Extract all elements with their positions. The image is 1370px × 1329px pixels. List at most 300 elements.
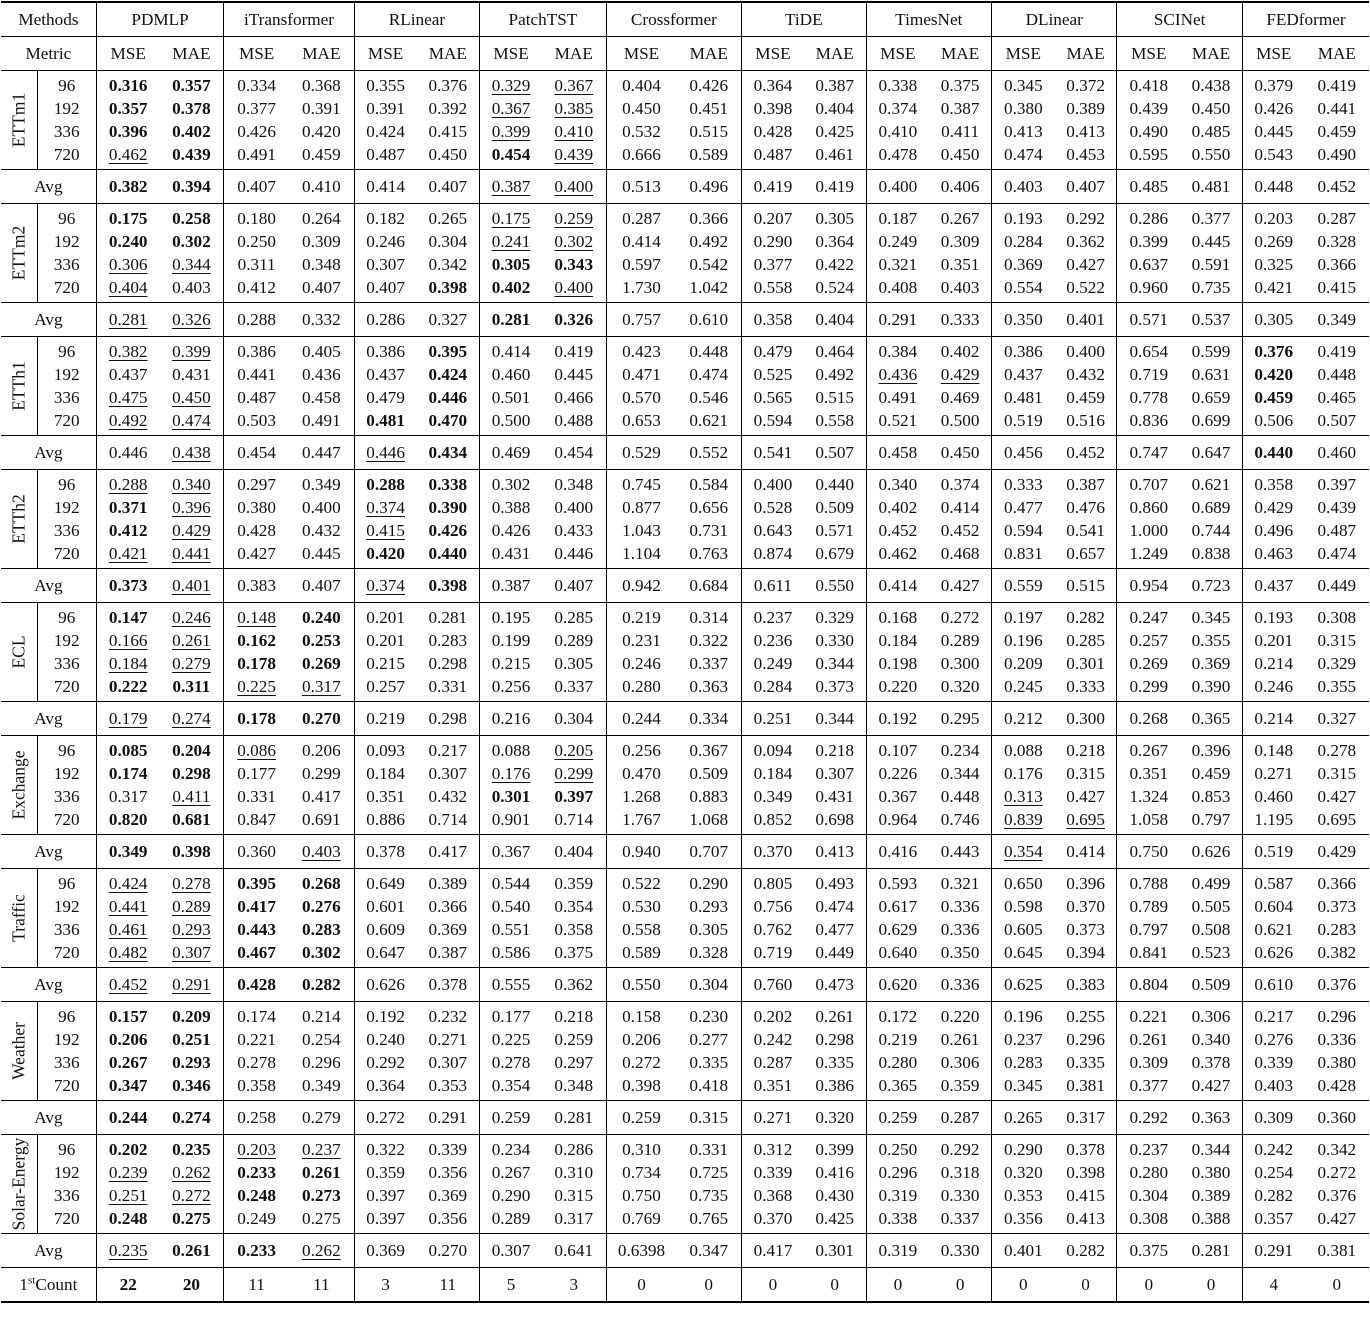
value-text: 0.202	[753, 1006, 793, 1026]
value-text: 1.043	[622, 520, 661, 540]
value-text: 0.399	[815, 1139, 854, 1159]
value-text: 0.707	[1129, 474, 1169, 494]
value-text: 0.617	[878, 896, 918, 916]
value-cell	[742, 204, 804, 231]
value-cell	[676, 170, 741, 204]
value-text: 0.256	[491, 676, 531, 696]
horizon-label: 720	[37, 941, 96, 968]
value-text: 0.650	[1004, 873, 1043, 893]
value-cell	[676, 941, 741, 968]
value-text: 0.305	[1254, 309, 1294, 329]
value-cell	[354, 470, 416, 497]
value-cell	[416, 303, 479, 337]
value-cell	[1180, 702, 1242, 736]
value-text: 0.369	[1191, 653, 1231, 673]
value-text: 0.291	[1254, 1240, 1294, 1260]
value-text: 0.184	[108, 653, 148, 673]
value-cell	[480, 1161, 542, 1184]
value-cell	[289, 835, 354, 869]
value-cell	[289, 120, 354, 143]
value-cell	[224, 143, 289, 170]
value-text: 0.254	[1254, 1162, 1294, 1182]
value-cell	[676, 253, 741, 276]
value-cell	[160, 436, 224, 470]
value-text: 0.528	[753, 497, 793, 517]
value-cell	[1055, 230, 1117, 253]
value-cell	[160, 629, 224, 652]
count-value: 4	[1242, 1268, 1304, 1303]
value-text: 0.176	[491, 763, 531, 783]
value-text: 0.261	[940, 1029, 980, 1049]
value-text: 0.571	[1129, 309, 1169, 329]
horizon-row	[1, 470, 1369, 497]
value-cell	[1242, 120, 1304, 143]
value-cell	[1117, 204, 1180, 231]
value-text: 0.485	[1191, 121, 1231, 141]
metric-mae: MAE	[804, 37, 866, 71]
value-cell	[1305, 170, 1369, 204]
value-cell	[606, 542, 676, 569]
method-header: PatchTST	[480, 2, 606, 37]
value-cell	[1055, 1234, 1117, 1268]
value-text: 0.195	[491, 607, 531, 627]
value-text: 0.415	[366, 520, 405, 540]
value-text: 0.509	[815, 497, 854, 517]
value-cell	[1117, 808, 1180, 835]
value-text: 0.450	[622, 98, 661, 118]
value-text: 0.594	[753, 410, 793, 430]
value-cell	[542, 1002, 606, 1029]
value-cell	[1117, 1207, 1180, 1234]
value-cell	[606, 569, 676, 603]
value-cell	[804, 808, 866, 835]
count-value: 11	[224, 1268, 289, 1303]
value-text: 0.542	[689, 254, 729, 274]
value-cell	[866, 1002, 929, 1029]
value-cell	[480, 363, 542, 386]
value-text: 0.788	[1129, 873, 1169, 893]
value-cell	[804, 1002, 866, 1029]
value-text: 0.265	[428, 208, 468, 228]
horizon-row	[1, 97, 1369, 120]
value-cell	[416, 736, 479, 763]
value-cell	[804, 363, 866, 386]
value-cell	[224, 409, 289, 436]
horizon-label: 336	[37, 1051, 96, 1074]
dataset-label	[1, 204, 37, 303]
value-cell	[480, 808, 542, 835]
value-text: 0.217	[428, 740, 468, 760]
value-cell	[160, 1074, 224, 1101]
value-text: 0.459	[302, 144, 341, 164]
value-text: 0.345	[1004, 1075, 1043, 1095]
count-value: 0	[1055, 1268, 1117, 1303]
horizon-label: 96	[37, 71, 96, 98]
count-value: 20	[160, 1268, 224, 1303]
value-text: 0.357	[172, 75, 211, 95]
count-label-sup: st	[28, 1273, 36, 1286]
value-text: 0.403	[1004, 176, 1043, 196]
value-cell	[606, 603, 676, 630]
value-text: 0.301	[1066, 653, 1105, 673]
value-cell	[804, 1101, 866, 1135]
value-cell	[480, 253, 542, 276]
value-text: 0.407	[428, 176, 468, 196]
value-text: 0.399	[172, 341, 211, 361]
value-text: 0.292	[1066, 208, 1105, 228]
value-cell	[416, 519, 479, 542]
value-text: 0.315	[1066, 763, 1105, 783]
value-text: 0.641	[554, 1240, 594, 1260]
value-text: 0.852	[753, 809, 793, 829]
value-cell	[1055, 276, 1117, 303]
value-text: 0.463	[1254, 543, 1294, 563]
value-text: 0.220	[878, 676, 918, 696]
header-metric-row	[1, 37, 1369, 71]
value-text: 0.410	[302, 176, 341, 196]
value-text: 0.647	[1191, 442, 1231, 462]
value-cell	[354, 303, 416, 337]
value-text: 0.319	[878, 1240, 918, 1260]
value-cell	[480, 785, 542, 808]
value-text: 0.219	[366, 708, 405, 728]
value-cell	[929, 1161, 991, 1184]
value-text: 0.302	[302, 942, 341, 962]
value-text: 0.351	[1129, 763, 1169, 783]
value-cell	[542, 519, 606, 542]
value-cell	[160, 941, 224, 968]
value-cell	[354, 1207, 416, 1234]
value-cell	[224, 97, 289, 120]
value-cell	[96, 276, 159, 303]
value-cell	[160, 1184, 224, 1207]
value-text: 0.396	[108, 121, 148, 141]
value-text: 0.251	[753, 708, 793, 728]
method-header: TiDE	[742, 2, 866, 37]
value-text: 0.757	[622, 309, 661, 329]
value-text: 0.291	[878, 309, 918, 329]
value-text: 0.571	[815, 520, 854, 540]
value-cell	[1117, 1051, 1180, 1074]
value-text: 0.475	[108, 387, 148, 407]
value-text: 0.218	[1066, 740, 1105, 760]
avg-label: Avg	[1, 1101, 96, 1135]
value-text: 0.315	[554, 1185, 594, 1205]
value-cell	[354, 1051, 416, 1074]
value-cell	[542, 968, 606, 1002]
value-cell	[804, 542, 866, 569]
value-text: 0.271	[1254, 763, 1294, 783]
value-text: 0.287	[622, 208, 661, 228]
value-text: 0.283	[428, 630, 468, 650]
value-text: 0.242	[1254, 1139, 1294, 1159]
value-cell	[289, 736, 354, 763]
value-text: 0.415	[428, 121, 468, 141]
value-text: 0.293	[689, 896, 729, 916]
value-text: 0.307	[428, 1052, 468, 1072]
value-text: 0.404	[622, 75, 661, 95]
avg-label: Avg	[1, 968, 96, 1002]
value-text: 0.278	[172, 873, 211, 893]
value-text: 0.280	[1129, 1162, 1169, 1182]
value-text: 0.249	[237, 1208, 276, 1228]
value-cell	[676, 895, 741, 918]
value-cell	[542, 895, 606, 918]
value-text: 0.540	[491, 896, 531, 916]
value-cell	[1180, 869, 1242, 896]
value-text: 0.351	[366, 786, 405, 806]
value-cell	[354, 1161, 416, 1184]
value-text: 0.221	[1129, 1006, 1169, 1026]
value-text: 0.437	[366, 364, 405, 384]
value-text: 0.148	[1254, 740, 1294, 760]
metric-mse: MSE	[606, 37, 676, 71]
value-cell	[1117, 835, 1180, 869]
horizon-label: 192	[37, 97, 96, 120]
value-cell	[224, 702, 289, 736]
value-cell	[416, 143, 479, 170]
value-text: 0.291	[172, 974, 211, 994]
value-text: 0.447	[302, 442, 341, 462]
value-cell	[1117, 1135, 1180, 1162]
value-cell	[289, 1161, 354, 1184]
value-text: 0.474	[1317, 543, 1357, 563]
value-text: 0.304	[689, 974, 729, 994]
value-text: 0.750	[622, 1185, 661, 1205]
value-text: 0.439	[554, 144, 594, 164]
value-cell	[1180, 496, 1242, 519]
dataset-name: ETTm1	[8, 92, 29, 148]
value-text: 0.330	[815, 630, 854, 650]
value-text: 1.324	[1129, 786, 1169, 806]
value-text: 0.315	[1317, 763, 1357, 783]
value-cell	[929, 303, 991, 337]
value-cell	[742, 968, 804, 1002]
value-cell	[991, 542, 1054, 569]
value-text: 0.259	[622, 1107, 661, 1127]
value-text: 0.431	[491, 543, 531, 563]
value-text: 0.272	[366, 1107, 405, 1127]
value-cell	[929, 120, 991, 143]
value-cell	[866, 702, 929, 736]
value-text: 0.321	[878, 254, 918, 274]
value-cell	[1180, 519, 1242, 542]
value-text: 0.418	[689, 1075, 729, 1095]
count-value: 0	[1305, 1268, 1369, 1303]
value-cell	[929, 276, 991, 303]
value-cell	[991, 675, 1054, 702]
value-cell	[742, 1135, 804, 1162]
value-cell	[224, 603, 289, 630]
value-text: 0.441	[172, 543, 211, 563]
value-cell	[416, 675, 479, 702]
value-text: 0.450	[428, 144, 468, 164]
value-cell	[289, 1074, 354, 1101]
value-cell	[866, 808, 929, 835]
value-cell	[929, 702, 991, 736]
value-cell	[160, 968, 224, 1002]
value-text: 0.218	[815, 740, 854, 760]
value-cell	[804, 253, 866, 276]
horizon-label: 192	[37, 496, 96, 519]
dataset-name: Traffic	[8, 894, 29, 942]
value-text: 0.691	[302, 809, 341, 829]
value-cell	[96, 702, 159, 736]
value-cell	[991, 1161, 1054, 1184]
value-cell	[742, 835, 804, 869]
value-cell	[1117, 736, 1180, 763]
value-cell	[1180, 276, 1242, 303]
value-text: 0.731	[689, 520, 729, 540]
value-cell	[866, 1051, 929, 1074]
value-cell	[929, 736, 991, 763]
value-text: 0.487	[237, 387, 276, 407]
value-cell	[929, 1234, 991, 1268]
value-cell	[676, 1051, 741, 1074]
value-text: 0.416	[815, 1162, 854, 1182]
value-cell	[354, 702, 416, 736]
value-cell	[866, 276, 929, 303]
value-text: 0.450	[1191, 98, 1231, 118]
value-cell	[866, 1074, 929, 1101]
value-text: 0.335	[815, 1052, 854, 1072]
value-cell	[866, 1135, 929, 1162]
avg-row	[1, 835, 1369, 869]
value-text: 0.454	[237, 442, 276, 462]
value-text: 0.262	[172, 1162, 211, 1182]
value-cell	[866, 652, 929, 675]
value-cell	[991, 1234, 1054, 1268]
value-text: 0.433	[554, 520, 594, 540]
value-text: 0.402	[878, 497, 918, 517]
value-text: 0.427	[1317, 786, 1357, 806]
horizon-row	[1, 1028, 1369, 1051]
value-text: 0.094	[753, 740, 793, 760]
value-cell	[354, 918, 416, 941]
value-text: 0.434	[428, 442, 468, 462]
value-cell	[480, 941, 542, 968]
metric-mse: MSE	[742, 37, 804, 71]
value-text: 0.201	[1254, 630, 1294, 650]
value-text: 0.296	[1066, 1029, 1105, 1049]
value-cell	[160, 386, 224, 409]
value-text: 0.279	[172, 653, 211, 673]
horizon-label: 720	[37, 542, 96, 569]
value-text: 0.550	[1191, 144, 1231, 164]
value-text: 0.397	[366, 1185, 405, 1205]
value-cell	[1305, 363, 1369, 386]
value-cell	[160, 170, 224, 204]
value-text: 0.338	[878, 75, 918, 95]
value-text: 0.275	[172, 1208, 211, 1228]
value-text: 0.278	[491, 1052, 531, 1072]
value-cell	[1305, 1234, 1369, 1268]
value-cell	[224, 386, 289, 409]
value-cell	[289, 519, 354, 542]
dataset-name: Exchange	[8, 750, 29, 820]
value-cell	[289, 762, 354, 785]
value-cell	[480, 204, 542, 231]
value-text: 0.515	[1066, 575, 1105, 595]
value-text: 0.382	[108, 176, 148, 196]
value-cell	[1055, 409, 1117, 436]
value-cell	[542, 762, 606, 785]
value-cell	[542, 918, 606, 941]
value-text: 0.301	[491, 786, 531, 806]
metric-mse: MSE	[96, 37, 159, 71]
value-cell	[991, 941, 1054, 968]
value-cell	[866, 895, 929, 918]
value-cell	[606, 702, 676, 736]
value-cell	[1117, 97, 1180, 120]
value-text: 0.643	[753, 520, 793, 540]
value-text: 0.240	[302, 607, 341, 627]
value-cell	[542, 409, 606, 436]
value-cell	[804, 968, 866, 1002]
value-text: 0.207	[753, 208, 793, 228]
value-text: 0.285	[1066, 630, 1105, 650]
value-text: 0.412	[237, 277, 276, 297]
value-cell	[480, 120, 542, 143]
horizon-label: 720	[37, 675, 96, 702]
value-cell	[606, 918, 676, 941]
value-text: 0.522	[1066, 277, 1105, 297]
value-text: 0.286	[554, 1139, 594, 1159]
value-cell	[1055, 941, 1117, 968]
value-cell	[676, 1028, 741, 1051]
value-cell	[160, 1051, 224, 1074]
value-text: 0.368	[302, 75, 341, 95]
metric-mae: MAE	[929, 37, 991, 71]
value-text: 0.172	[878, 1006, 918, 1026]
value-cell	[1242, 363, 1304, 386]
value-text: 0.377	[1191, 208, 1231, 228]
value-text: 0.337	[689, 653, 729, 673]
value-cell	[354, 1101, 416, 1135]
value-cell	[991, 120, 1054, 143]
value-text: 0.259	[554, 208, 594, 228]
value-text: 0.253	[302, 630, 341, 650]
value-text: 0.192	[366, 1006, 405, 1026]
value-text: 0.389	[428, 873, 468, 893]
value-text: 0.215	[366, 653, 405, 673]
value-cell	[1180, 835, 1242, 869]
value-cell	[1180, 1234, 1242, 1268]
value-cell	[1180, 253, 1242, 276]
value-text: 0.714	[554, 809, 594, 829]
value-text: 0.476	[1066, 497, 1105, 517]
value-cell	[991, 436, 1054, 470]
value-cell	[742, 519, 804, 542]
value-text: 0.426	[689, 75, 729, 95]
value-text: 0.312	[753, 1139, 793, 1159]
horizon-row	[1, 941, 1369, 968]
value-text: 0.272	[172, 1185, 211, 1205]
value-cell	[742, 143, 804, 170]
value-cell	[742, 1207, 804, 1234]
value-cell	[289, 303, 354, 337]
value-text: 0.394	[172, 176, 211, 196]
value-cell	[96, 603, 159, 630]
value-cell	[804, 569, 866, 603]
value-cell	[866, 1028, 929, 1051]
value-text: 0.719	[1129, 364, 1169, 384]
value-text: 0.344	[815, 708, 854, 728]
value-text: 0.259	[878, 1107, 918, 1127]
value-cell	[1305, 519, 1369, 542]
value-text: 0.147	[108, 607, 148, 627]
value-cell	[606, 1135, 676, 1162]
